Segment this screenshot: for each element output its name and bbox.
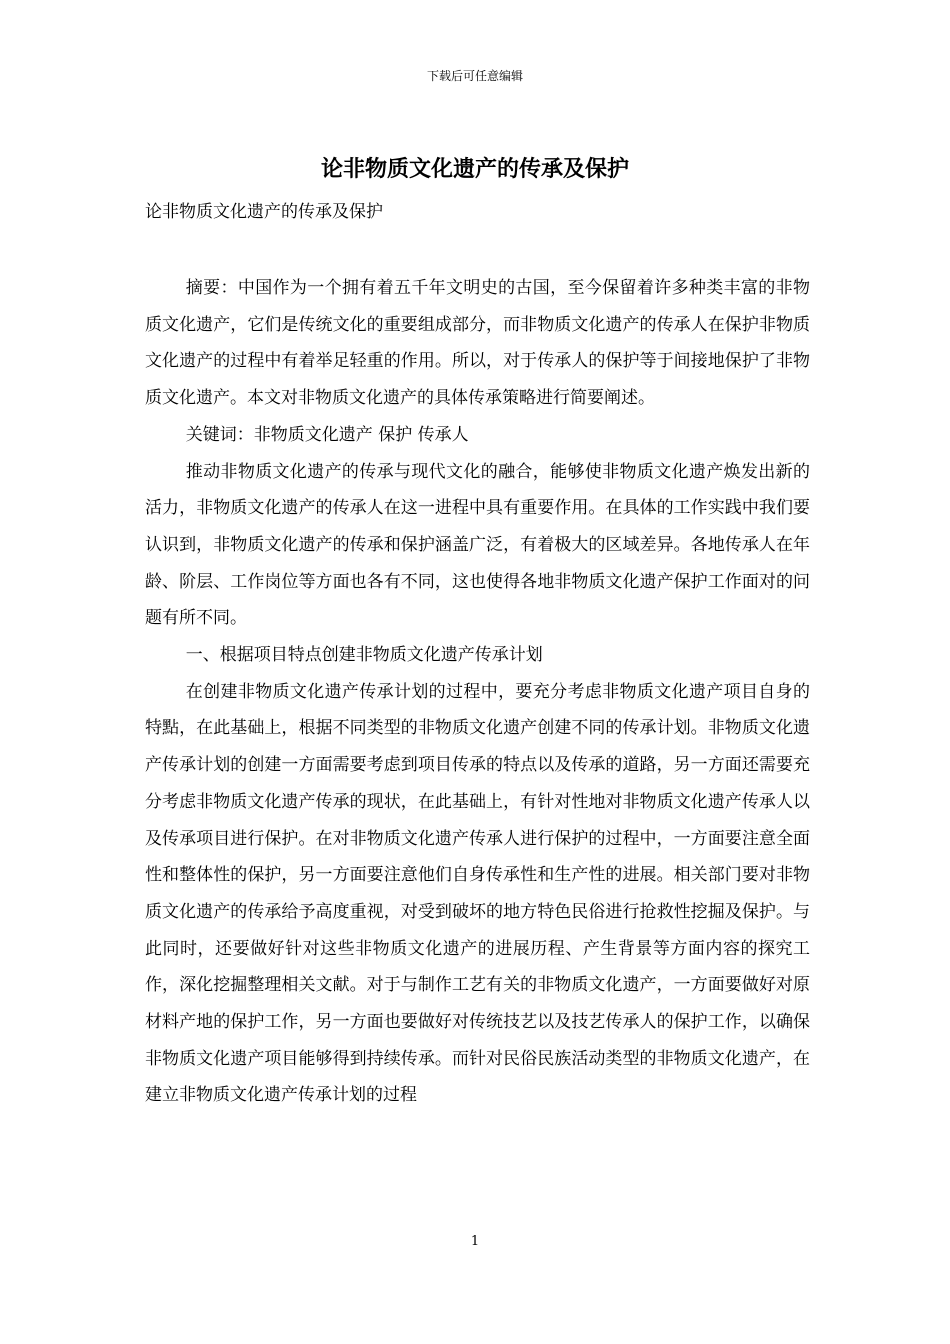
keywords-paragraph: 关键词：非物质文化遗产 保护 传承人 — [185, 424, 469, 445]
intro-paragraph: 推动非物质文化遗产的传承与现代文化的融合，能够使非物质文化遗产焕发出新的活力，非物质文化遗产的传承人在这一进程中具有重要作用。在具体的工作实践中我们要认识到，非物质文化遗产的传承和保护涵盖广泛，有着极大的区域差异。各地传承人在年龄、阶层、工作岗位等方面也各有不同，这也使得各地非物质文化遗产保护工作面对的问题有所不同。 — [145, 461, 810, 629]
section-1-paragraph: 在创建非物质文化遗产传承计划的过程中，要充分考虑非物质文化遗产项目自身的特點，在此基础上，根据不同类型的非物质文化遗产创建不同的传承计划。非物质文化遗产传承计划的创建一方面需要考虑到项目传承的特点以及传承的道路，另一方面还需要充分考虑非物质文化遗产传承的现状，在此基础上，有针对性地对非物质文化遗产传承人以及传承项目进行保护。在对非物质文化遗产传承人进行保护的过程中，一方面要注意全面性和整体性的保护，另一方面要注意他们自身传承性和生产性的进展。相关部门要对非物质文化遗产的传承给予高度重视，对受到破坏的地方特色民俗进行抢救性挖掘及保护。与此同时，还要做好针对这些非物质文化遗产的进展历程、产生背景等方面内容的探究工作，深化挖掘整理相关文献。对于与制作工艺有关的非物质文化遗产，一方面要做好对原材料产地的保护工作，另一方面也要做好对传统技艺以及技艺传承人的保护工作，以确保非物质文化遗产项目能够得到持续传承。而针对民俗民族活动类型的非物质文化遗产，在建立非物质文化遗产传承计划的过程 — [145, 681, 810, 1106]
document-body — [145, 270, 810, 1114]
section-heading-1: 一、根据项目特点创建非物质文化遗产传承计划 — [185, 645, 543, 666]
page-number: 1 — [470, 1234, 480, 1249]
document-subtitle: 论非物质文化遗产的传承及保护 — [145, 202, 383, 222]
page-header-note: 下载后可任意编辑 — [426, 69, 523, 83]
document-title: 论非物质文化遗产的传承及保护 — [320, 156, 629, 182]
abstract-paragraph: 摘要：中国作为一个拥有着五千年文明史的古国，至今保留着许多种类丰富的非物质文化遗产，它们是传统文化的重要组成部分，而非物质文化遗产的传承人在保护非物质文化遗产的过程中有着举足轻重的作用。所以，对于传承人的保护等于间接地保护了非物质文化遗产。本文对非物质文化遗产的具体传承策略进行简要阐述。 — [145, 278, 810, 409]
